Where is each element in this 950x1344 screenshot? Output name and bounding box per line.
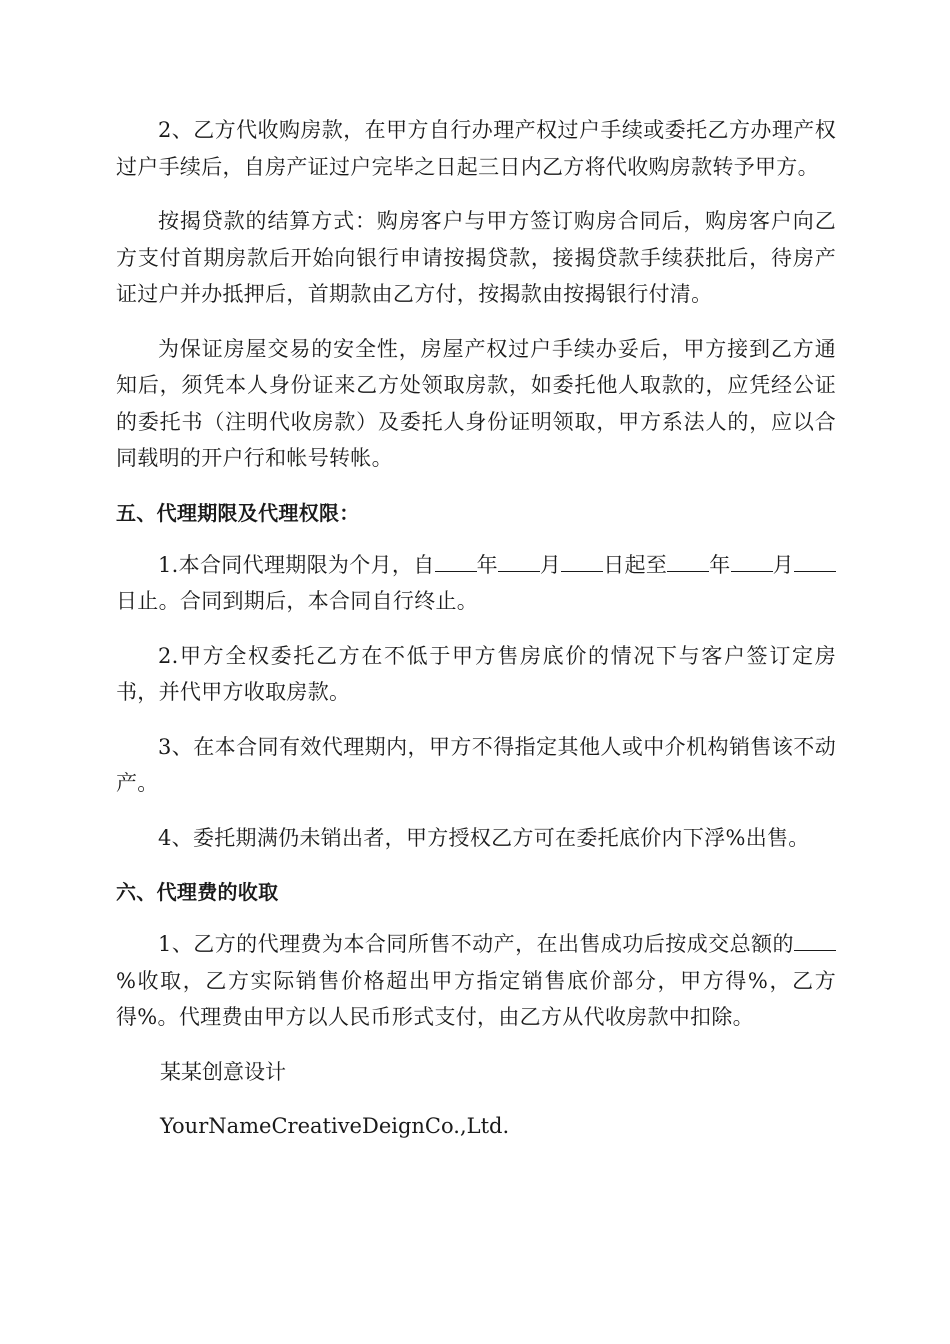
paragraph-mortgage-settlement: 按揭贷款的结算方式：购房客户与甲方签订购房合同后，购房客户向乙方支付首期房款后开始向银行申请按揭贷款，接揭贷款手续获批后，待房产证过户并办抵押后，首期款由乙方付，按揭款由按揭银行付清。 xyxy=(116,209,836,306)
signature-company-en: YourNameCreativeDeignCo.,Ltd. xyxy=(160,1113,510,1138)
heading-section-six: 六、代理费的收取 xyxy=(116,880,279,904)
agency-period-text-d: 日起至 xyxy=(603,552,668,577)
document-page xyxy=(116,112,836,1162)
paragraph-full-authorization: 2.甲方全权委托乙方在不低于甲方售房底价的情况下与客户签订定房书，并代甲方收取房款。 xyxy=(116,643,836,704)
paragraph-price-reduction: 4、委托期满仍未销出者，甲方授权乙方可在委托底价内下浮%出售。 xyxy=(158,825,810,850)
paragraph-agency-period xyxy=(116,547,836,620)
blank-line xyxy=(794,949,836,951)
heading-section-five: 五、代理期限及代理权限： xyxy=(116,500,360,525)
blank-line xyxy=(731,570,773,572)
blank-line xyxy=(561,570,603,572)
agency-period-text-e: 年 xyxy=(709,552,731,577)
blank-line xyxy=(435,570,477,572)
paragraph-payment-transfer: 2、乙方代收购房款，在甲方自行办理产权过户手续或委托乙方办理产权过户手续后，自房产证过户完毕之日起三日内乙方将代收购房款转予甲方。 xyxy=(116,118,836,179)
agency-fee-text-b: %收取，乙方实际销售价格超出甲方指定销售底价部分，甲方得%，乙方得%。代理费由甲方以人民币形式支付，由乙方从代收房款中扣除。 xyxy=(116,968,836,1029)
blank-line xyxy=(794,570,836,572)
agency-period-text-g: 日止。合同到期后，本合同自行终止。 xyxy=(116,589,479,613)
paragraph-exclusive-agency: 3、在本合同有效代理期内，甲方不得指定其他人或中介机构销售该不动产。 xyxy=(116,734,836,795)
agency-period-text-f: 月 xyxy=(772,552,794,577)
signature-company-cn: 某某创意设计 xyxy=(160,1059,286,1084)
paragraph-security-procedure: 为保证房屋交易的安全性，房屋产权过户手续办妥后，甲方接到乙方通知后，须凭本人身份证来乙方处领取房款，如委托他人取款的，应凭经公证的委托书（注明代收房款）及委托人身份证明领取，甲方系法人的，应以合同载明的开户行和帐号转帐。 xyxy=(116,336,836,470)
agency-period-text-c: 月 xyxy=(539,552,562,577)
blank-line xyxy=(498,570,540,572)
agency-period-text-b: 年 xyxy=(476,552,498,577)
paragraph-agency-fee xyxy=(116,926,836,1036)
agency-period-text-a: 1.本合同代理期限为个月，自 xyxy=(158,552,435,577)
blank-line xyxy=(667,570,709,572)
agency-fee-text-a: 1、乙方的代理费为本合同所售不动产，在出售成功后按成交总额的 xyxy=(158,932,794,956)
